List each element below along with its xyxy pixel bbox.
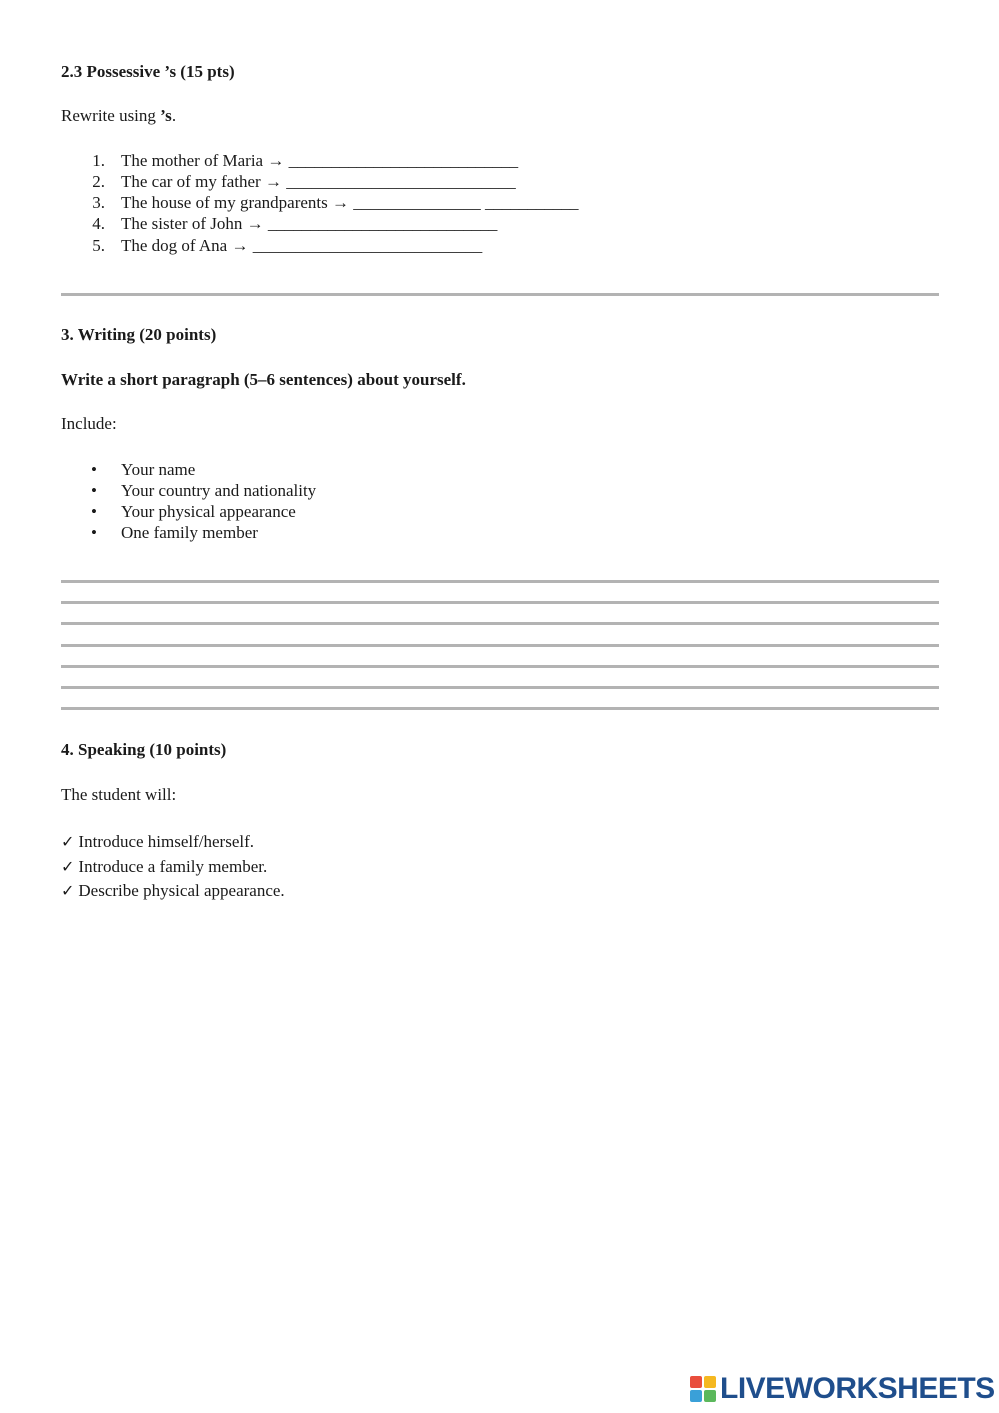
item-number: 5. bbox=[92, 236, 105, 255]
section-2-3-title: 2.3 Possessive ’s (15 pts) bbox=[61, 62, 235, 81]
writing-prompt: Write a short paragraph (5–6 sentences) about yourself. bbox=[61, 370, 466, 389]
checkmark-icon: ✓ bbox=[61, 881, 75, 900]
item-number: 1. bbox=[92, 151, 105, 170]
item-number: 4. bbox=[92, 214, 105, 233]
check-text: Introduce himself/herself. bbox=[78, 832, 255, 851]
instruction-suffix: . bbox=[171, 106, 177, 125]
item-text[interactable]: The dog of Ana → ___________________________ bbox=[121, 236, 483, 255]
writing-line[interactable] bbox=[61, 580, 939, 583]
bullet-text: Your name bbox=[121, 460, 196, 479]
rewrite-instruction bbox=[61, 106, 176, 126]
item-number: 2. bbox=[92, 172, 105, 191]
bullet-text: Your country and nationality bbox=[121, 481, 317, 500]
writing-line[interactable] bbox=[61, 622, 939, 625]
bullet-text: Your physical appearance bbox=[121, 502, 296, 521]
writing-line[interactable] bbox=[61, 665, 939, 668]
checkmark-icon: ✓ bbox=[61, 857, 75, 876]
speaking-check-2 bbox=[61, 856, 267, 878]
item-number: 3. bbox=[92, 193, 105, 212]
section-4-title: 4. Speaking (10 points) bbox=[61, 740, 227, 759]
check-text: Describe physical appearance. bbox=[78, 881, 285, 900]
item-text[interactable]: The sister of John → ___________________________ bbox=[121, 214, 498, 233]
logo-text: LIVEWORKSHEETS bbox=[720, 1372, 995, 1405]
logo-mark-icon bbox=[690, 1376, 716, 1402]
writing-line[interactable] bbox=[61, 644, 939, 647]
item-text[interactable]: The house of my grandparents → _______________ ___________ bbox=[121, 193, 579, 212]
speaking-check-1 bbox=[61, 831, 254, 853]
item-text[interactable]: The mother of Maria → ___________________________ bbox=[121, 151, 519, 170]
section-3-title: 3. Writing (20 points) bbox=[61, 325, 217, 344]
section-divider bbox=[61, 293, 939, 296]
bullet-icon: • bbox=[91, 502, 97, 521]
bullet-icon: • bbox=[91, 481, 97, 500]
liveworksheets-logo bbox=[690, 1372, 995, 1406]
checkmark-icon: ✓ bbox=[61, 832, 75, 851]
bullet-text: One family member bbox=[121, 523, 258, 542]
check-text: Introduce a family member. bbox=[78, 857, 268, 876]
instruction-bold: ’s bbox=[160, 106, 172, 125]
include-label: Include: bbox=[61, 414, 117, 433]
writing-line[interactable] bbox=[61, 601, 939, 604]
writing-line[interactable] bbox=[61, 707, 939, 710]
speaking-check-3 bbox=[61, 880, 285, 902]
speaking-intro: The student will: bbox=[61, 785, 177, 804]
bullet-icon: • bbox=[91, 523, 97, 542]
writing-line[interactable] bbox=[61, 686, 939, 689]
instruction-prefix: Rewrite using bbox=[61, 106, 161, 125]
bullet-icon: • bbox=[91, 460, 97, 479]
item-text[interactable]: The car of my father → ___________________________ bbox=[121, 172, 516, 191]
